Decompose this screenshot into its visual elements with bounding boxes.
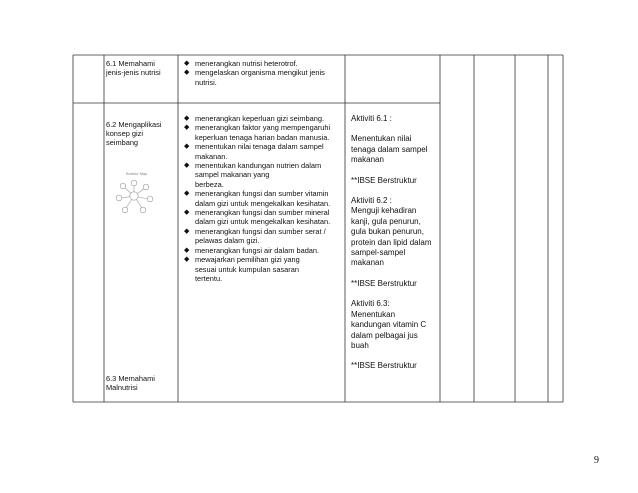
diamond-bullet-icon: ◆: [184, 69, 190, 77]
diamond-bullet-icon: ◆: [184, 209, 190, 217]
page-number: 9: [594, 455, 599, 466]
outcome-item: ◆ menerangkan fungsi air dalam badan.: [184, 245, 320, 255]
outcome-item: ◆ menentukan kandungan nutrien dalam sampel makanan yang berbeza.: [184, 161, 322, 189]
outcome-item: ◆ mengelaskan organisma mengikut jenis nutrisi.: [184, 68, 325, 87]
outcome-item: ◆ menerangkan keperluan gizi seimbang.: [184, 114, 325, 123]
ibse-label: **IBSE Berstruktur: [351, 175, 417, 185]
outcome-item: ◆ menerangkan faktor yang mempengaruhi keperluan tenaga harian badan manusia.: [184, 123, 331, 142]
diamond-bullet-icon: ◆: [184, 246, 190, 254]
diamond-bullet-icon: ◆: [184, 115, 190, 122]
topic-line: 6.1 Memahami: [106, 59, 155, 68]
outcome-item: ◆ menentukan nilai tenaga dalam sampel makanan.: [184, 142, 324, 161]
diamond-bullet-icon: ◆: [184, 190, 190, 198]
outcome-item: ◆ menerangkan fungsi dan sumber mineral dalam gizi untuk mengekalkan kesihatan.: [184, 208, 331, 227]
ibse-label: **IBSE Berstruktur: [351, 361, 417, 371]
bubble-map-thumbnail: [114, 170, 158, 216]
diamond-bullet-icon: ◆: [184, 256, 190, 264]
topic-line: Malnutrisi: [106, 383, 138, 393]
diamond-bullet-icon: ◆: [184, 143, 190, 151]
topic-6-1: [106, 59, 161, 78]
bubble-map-label: Bubble Map: [126, 171, 148, 176]
topic-line: jenis-jenis nutrisi: [106, 68, 161, 78]
diamond-bullet-icon: ◆: [184, 60, 190, 67]
diamond-bullet-icon: ◆: [184, 227, 190, 235]
outcomes-6-2: [182, 114, 330, 283]
outcome-item: ◆ mewajarkan pemilihan gizi yang sesuai untuk kumpulan sasaran tertentu.: [184, 255, 300, 283]
outcome-item: ◆ menerangkan fungsi dan sumber serat / pelawas dalam gizi.: [184, 226, 326, 246]
topic-6-3: [106, 374, 155, 392]
topic-6-2: [106, 120, 161, 148]
diamond-bullet-icon: ◆: [184, 124, 190, 132]
outcome-item: ◆ menerangkan nutrisi heterotrof.: [184, 59, 298, 68]
topic-line: 6.2 Mengaplikasi: [106, 120, 162, 129]
bubble-map-icon: [114, 170, 158, 216]
diamond-bullet-icon: ◆: [184, 162, 190, 170]
activity-6-1: Aktiviti 6.1 : Menentukan nilai tenaga dalam sampel makanan: [351, 114, 428, 165]
activity-6-3: Aktiviti 6.3: Menentukan kandungan vitamin C dalam pelbagai jus buah: [351, 299, 427, 350]
outcomes-6-1: [182, 59, 325, 87]
topic-line: 6.3 Memahami: [106, 374, 155, 383]
topic-line: konsep gizi: [106, 129, 143, 139]
ibse-label: **IBSE Berstruktur: [351, 278, 417, 288]
topic-line: seimbang: [106, 138, 139, 148]
activity-6-2: Aktiviti 6.2 : Menguji kehadiran kanji, gula penurun, gula bukan penurun, protein dan lipid dalam sampel-sampel makanan: [351, 196, 432, 268]
outcome-item: ◆ menerangkan fungsi dan sumber vitamin dalam gizi untuk mengekalkan kesihatan.: [184, 189, 331, 208]
activities-column: [351, 114, 432, 372]
